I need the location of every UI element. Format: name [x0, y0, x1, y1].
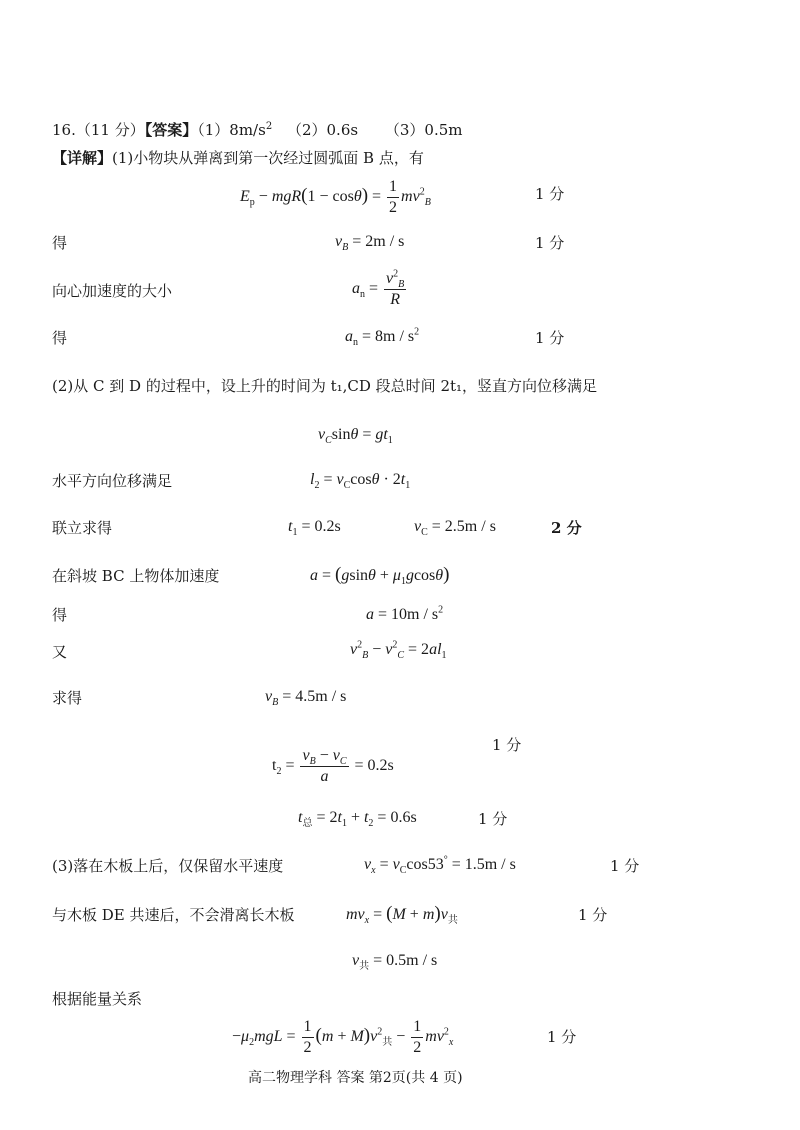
value-vb: = 2m / s: [352, 233, 405, 250]
score-5: 1 分: [492, 736, 522, 754]
value-t-total: = 0.6s: [377, 809, 417, 826]
label-centripetal: 向心加速度的大小: [52, 282, 173, 300]
label-solve: 联立求得: [52, 519, 113, 537]
equation-vertical: $v_C\sin\theta = gt_1$: [318, 426, 393, 447]
equation-centripetal: $a_n$ = $\frac{v^2_B}{R}$: [352, 268, 405, 308]
page-footer: 高二物理学科 答案 第2页(共 4 页): [248, 1070, 463, 1086]
label-de-3: 得: [52, 606, 68, 624]
equation-vc: $v_C = 2.5m / s$: [414, 518, 496, 539]
equation-kinematic: $v^2_B - v^2_C = 2al_1$: [350, 639, 447, 662]
detail-tag: 【详解】: [52, 149, 113, 167]
part1-intro: [52, 151, 424, 166]
equation-v-common: $v_共 = 0.5m / s$: [352, 952, 438, 973]
answer-2-value: 0.6s: [326, 121, 359, 139]
answer-1-label: （1）: [197, 121, 230, 139]
equation-an: $a_n = 8m / s^2$: [345, 326, 420, 349]
value-t1: = 0.2s: [301, 518, 341, 535]
answer-2-label: （2）: [286, 121, 327, 139]
part3-intro: (3)落在木板上后，仅保留水平速度: [52, 857, 284, 875]
equation-a-value: $a = 10m / s^2$: [366, 604, 444, 623]
equation-energy-board: $-\mu_2mgL$ = $\frac{1}{2}$ $(m + M)v^2_共$ − $\frac{1}{2}$ $mv^2_x$: [232, 1018, 454, 1056]
equation-energy-b: $E_p - mgR(1 - \cos\theta)$ = $\frac{1}{2}$ $mv^2_B$: [240, 178, 431, 216]
answer-3-label: （3）: [384, 121, 425, 139]
equation-vb: $v_B = 2m / s$: [335, 233, 405, 254]
label-de-1: 得: [52, 234, 68, 252]
value-vx: = 1.5m / s: [451, 856, 516, 873]
equation-horizontal: $l_2 = v_C\cos\theta \cdot 2t_1$: [310, 471, 411, 492]
label-energy: 根据能量关系: [52, 990, 143, 1008]
label-common-velocity: 与木板 DE 共速后，不会滑离长木板: [52, 906, 295, 924]
question-number: 16.（11 分）: [52, 121, 145, 139]
score-7: 1 分: [610, 857, 640, 875]
label-slope: 在斜坡 BC 上物体加速度: [52, 567, 220, 585]
answer-3-value: 0.5m: [424, 121, 463, 139]
equation-t-total: $t_总 = 2t_1 + t_2 = 0.6s$: [298, 809, 417, 830]
label-horizontal: 水平方向位移满足: [52, 472, 173, 490]
score-9: 1 分: [547, 1028, 577, 1046]
equation-vx: $v_x = v_C\cos 53^\circ = 1.5m / s$: [364, 854, 516, 877]
answer-1-value: $8m/s^2$: [229, 121, 273, 139]
equation-t2: $t_2$ = $\frac{v_B - v_C}{a}$ = 0.2s: [272, 747, 394, 785]
score-2: 1 分: [535, 234, 565, 252]
equation-momentum: $mv_x = (M + m)v_共$: [346, 903, 458, 927]
label-de-2: 得: [52, 329, 68, 347]
score-8: 1 分: [578, 906, 608, 924]
label-qiude: 求得: [52, 689, 83, 707]
score-3: 1 分: [535, 329, 565, 347]
equation-vb2: $v_B = 4.5m / s$: [265, 688, 347, 709]
part2-intro: (2)从 C 到 D 的过程中，设上升的时间为 t₁,CD 段总时间 2t₁，竖直方向位移满足: [52, 377, 598, 395]
score-6: 1 分: [478, 810, 508, 828]
part1-intro-text: (1)小物块从弹离到第一次经过圆弧面 B 点，有: [112, 149, 424, 167]
score-4: 2 分: [551, 519, 582, 537]
value-vc: = 2.5m / s: [431, 518, 496, 535]
q16-header: [52, 123, 463, 138]
value-vb2: = 4.5m / s: [282, 688, 347, 705]
value-t2: = 0.2s: [354, 756, 394, 774]
value-an: = 8m / s: [362, 328, 415, 345]
value-a: = 10m / s: [378, 606, 439, 623]
value-v-common: = 0.5m / s: [373, 952, 438, 969]
answer-tag: 【答案】: [144, 121, 198, 139]
score-1: 1 分: [535, 185, 565, 203]
equation-slope-a: $a = (gsin\theta + \mu_1gcos\theta)$: [310, 564, 450, 588]
label-you: 又: [52, 643, 68, 661]
equation-t1: $t_1 = 0.2s$: [288, 518, 341, 539]
